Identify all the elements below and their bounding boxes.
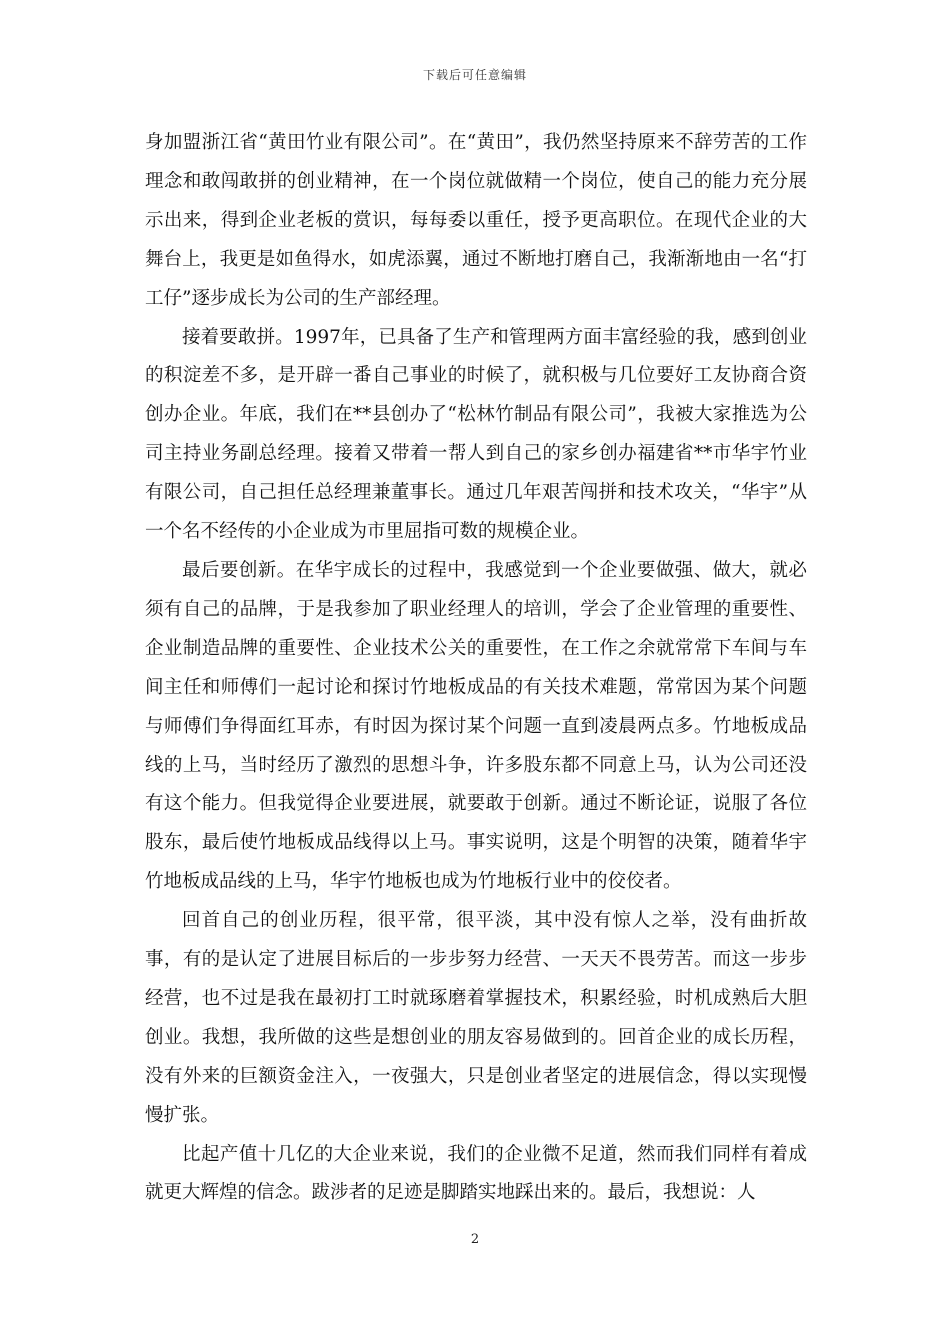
paragraph-5: 比起产值十几亿的大企业来说，我们的企业微不足道，然而我们同样有着成就更大辉煌的信念。跋涉者的足迹是脚踏实地踩出来的。最后，我想说：人: [145, 1143, 807, 1204]
paragraph-2: 接着要敢拼。1997年，已具备了生产和管理两方面丰富经验的我，感到创业的积淀差不多，是开辟一番自己事业的时候了，就积极与几位要好工友协商合资创办企业。年底，我们在**县创办了“松林竹制品有限公司”，我被大家推选为公司主持业务副总经理。接着又带着一帮人到自己的家乡创办福建省**市华宇竹业有限公司，自己担任总经理兼董事长。通过几年艰苦闯拼和技术攻关，“华宇”从一个名不经传的小企业成为市里屈指可数的规模企业。: [145, 326, 807, 543]
paragraph-1: 身加盟浙江省“黄田竹业有限公司”。在“黄田”，我仍然坚持原来不辞劳苦的工作理念和敢闯敢拼的创业精神，在一个岗位就做精一个岗位，使自己的能力充分展示出来，得到企业老板的赏识，每每委以重任，授予更高职位。在现代企业的大舞台上，我更是如鱼得水，如虎添翼，通过不断地打磨自己，我渐渐地由一名“打工仔”逐步成长为公司的生产部经理。: [145, 132, 807, 309]
document-body: [145, 124, 807, 1213]
paragraph-4: 回首自己的创业历程，很平常，很平淡，其中没有惊人之举，没有曲折故事，有的是认定了进展目标后的一步步努力经营、一天天不畏劳苦。而这一步步经营，也不过是我在最初打工时就琢磨着掌握技术，积累经验，时机成熟后大胆创业。我想，我所做的这些是想创业的朋友容易做到的。回首企业的成长历程，没有外来的巨额资金注入，一夜强大，只是创业者坚定的进展信念，得以实现慢慢扩张。: [145, 910, 807, 1126]
page-number: 2: [470, 1232, 480, 1247]
paragraph-3: 最后要创新。在华宇成长的过程中，我感觉到一个企业要做强、做大，就必须有自己的品牌，于是我参加了职业经理人的培训，学会了企业管理的重要性、企业制造品牌的重要性、企业技术公关的重要性，在工作之余就常常下车间与车间主任和师傅们一起讨论和探讨竹地板成品的有关技术难题，常常因为某个问题与师傅们争得面红耳赤，有时因为探讨某个问题一直到凌晨两点多。竹地板成品线的上马，当时经历了激烈的思想斗争，许多股东都不同意上马，认为公司还没有这个能力。但我觉得企业要进展，就要敢于创新。通过不断论证，说服了各位股东，最后使竹地板成品线得以上马。事实说明，这是个明智的决策，随着华宇竹地板成品线的上马，华宇竹地板也成为竹地板行业中的佼佼者。: [145, 559, 807, 893]
page-header: 下载后可任意编辑: [422, 68, 527, 82]
